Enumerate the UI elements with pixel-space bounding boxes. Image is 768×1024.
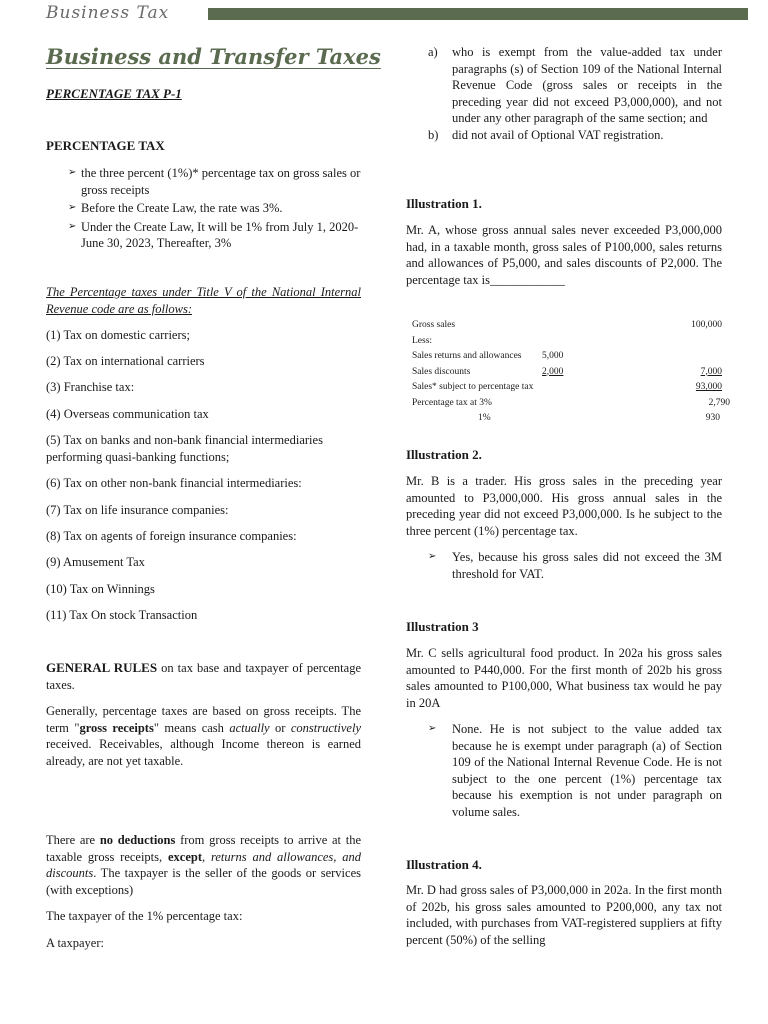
bullet-item: ➢ Under the Create Law, It will be 1% from July 1, 2020-June 30, 2023, Thereafter, 3% <box>46 219 361 252</box>
calc-label: Less: <box>412 335 433 346</box>
calc-amount: 5,000 <box>542 351 564 361</box>
calc-label: Sales* subject to percentage tax <box>412 382 534 392</box>
item-marker: a) <box>428 45 438 59</box>
percentage-tax-bullets <box>46 165 361 254</box>
tax-item: (10) Tax on Winnings <box>46 582 155 596</box>
calc-label: Gross sales <box>412 320 456 330</box>
text-run: received. Receivables, although Income thereon is earned already, are not yet taxable. <box>46 737 361 768</box>
general-rules-paragraph <box>46 660 361 693</box>
illustration-1-heading: Illustration 1. <box>406 196 482 211</box>
tax-item: (4) Overseas communication tax <box>46 407 209 421</box>
calc-row <box>412 334 724 350</box>
calc-row <box>412 380 724 396</box>
computation-table <box>412 318 730 427</box>
general-rules-heading: GENERAL RULES <box>46 660 158 675</box>
taxpayer-label: A taxpayer: <box>46 936 104 950</box>
calc-amount: 930 <box>705 413 720 423</box>
calc-row <box>412 411 724 427</box>
calc-amount: 93,000 <box>695 382 722 392</box>
answer-item: ➢ Yes, because his gross sales did not exceed the 3M threshold for VAT. <box>406 549 722 582</box>
illustration-1-text: Mr. A, whose gross annual sales never exceeded P3,000,000 had, in a taxable month, gross sales of P100,000, sales returns and allowances of P5,000, and sales discounts of P2,000. The percentage tax is____________ <box>406 223 722 287</box>
calc-label: Sales returns and allowances <box>412 351 522 361</box>
illustration-4-heading: Illustration 4. <box>406 857 482 872</box>
item-marker: b) <box>428 127 439 142</box>
tax-item: (3) Franchise tax: <box>46 380 135 394</box>
tax-item: (11) Tax On stock Transaction <box>46 608 198 622</box>
tax-item: (5) Tax on banks and non-bank financial intermediaries performing quasi-banking functions; <box>46 433 323 464</box>
taxes-intro: The Percentage taxes under Title V of the National Internal Revenue code are as follows: <box>46 285 361 316</box>
calc-amount: 2,000 <box>542 366 564 377</box>
calc-row <box>412 365 724 381</box>
text-run-italic: actually <box>229 720 270 735</box>
no-deductions-paragraph <box>46 832 361 898</box>
text-run: or <box>269 720 291 735</box>
illustration-3-heading: Illustration 3 <box>406 619 479 634</box>
tax-item: (1) Tax on domestic carriers; <box>46 328 190 342</box>
illustration-2-heading: Illustration 2. <box>406 447 482 462</box>
text-run-bold: gross receipts <box>79 720 154 735</box>
general-rules-text: on tax base and taxpayer of percentage taxes. <box>46 661 361 692</box>
calc-label: 1% <box>478 413 491 423</box>
text-run: , <box>202 849 211 864</box>
bullet-item: ➢ the three percent (1%)* percentage tax on gross sales or gross receipts <box>46 165 361 198</box>
document-title: Business and Transfer Taxes <box>46 44 381 69</box>
calc-amount: 100,000 <box>691 320 722 330</box>
calc-row <box>412 396 730 412</box>
text-run: Generally, percentage taxes are based on gross receipts. The term " <box>46 704 361 735</box>
calc-amount: 7,000 <box>700 366 722 377</box>
header-bar <box>208 8 748 20</box>
tax-item: (7) Tax on life insurance companies: <box>46 503 229 517</box>
tax-item: (9) Amusement Tax <box>46 555 145 569</box>
text-run-bold: except <box>167 849 202 864</box>
text-run-italic: constructively <box>290 720 361 735</box>
tax-item: (8) Tax on agents of foreign insurance companies: <box>46 529 297 543</box>
gross-receipts-paragraph <box>46 703 361 769</box>
bullet-item: ➢ Before the Create Law, the rate was 3%. <box>46 200 361 217</box>
text-run: " means cash <box>153 720 230 735</box>
illustration-4-text: Mr. D had gross sales of P3,000,000 in 202a. In the first month of 202b, his gross sales amounted to P200,000, any tax not included, with purchases from VAT-registered suppliers at fifty percent (50%) of the selling <box>406 883 722 947</box>
text-run-italic: returns and allowances, and discounts <box>46 849 361 880</box>
calc-label: Sales discounts <box>412 366 471 377</box>
illustration-3-text: Mr. C sells agricultural food product. In 202a his gross sales amounted to P440,000. For the first month of 202b his gross sales amounted to P100,000, What business tax would he pay in 20A <box>406 646 722 710</box>
item-text: who is exempt from the value-added tax under paragraphs (s) of Section 109 of the National Internal Revenue Code (gross sales or receipts in the preceding year did not exceed P3,000,000), and not under any other paragraph of the same section; and <box>452 45 722 125</box>
calc-amount: 2,790 <box>708 397 730 408</box>
exemption-item <box>406 44 722 127</box>
item-text: did not avail of Optional VAT registration. <box>452 127 664 142</box>
text-run: There are <box>46 833 100 847</box>
text-run-bold: no deductions <box>99 833 176 847</box>
exemption-item <box>406 127 722 144</box>
section-heading: PERCENTAGE TAX <box>46 138 165 153</box>
calc-row <box>412 318 724 334</box>
answer-item: ➢ None. He is not subject to the value added tax because he is exempt under paragraph (a) of Section 109 of the National Internal Revenue Code. He is not subject to the one percent (1%) percentage tax because his exemption is not under paragraph on volume sales. <box>406 721 722 820</box>
exemption-list <box>406 44 722 143</box>
header-script-text: Business Tax <box>46 3 170 23</box>
calc-label: Percentage tax at 3% <box>412 397 492 408</box>
tax-item: (2) Tax on international carriers <box>46 354 205 368</box>
illustration-3-answer-list <box>406 721 722 822</box>
subtitle: PERCENTAGE TAX P-1 <box>46 86 182 101</box>
taxpayer-paragraph: The taxpayer of the 1% percentage tax: <box>46 909 243 923</box>
calc-row <box>412 349 724 365</box>
illustration-2-text: Mr. B is a trader. His gross sales in the preceding year amounted to P3,000,000. His gross annual sales in the preceding year did not exceed P3,000,000. Is he subject to the three percent (1%) percentage tax. <box>406 474 722 538</box>
tax-item: (6) Tax on other non-bank financial intermediaries: <box>46 476 302 490</box>
illustration-2-answer-list <box>406 549 722 584</box>
text-run: from gross receipts to arrive at the taxable gross receipts, <box>46 833 362 864</box>
text-run: . The taxpayer is the seller of the goods or services (with exceptions) <box>46 866 361 897</box>
